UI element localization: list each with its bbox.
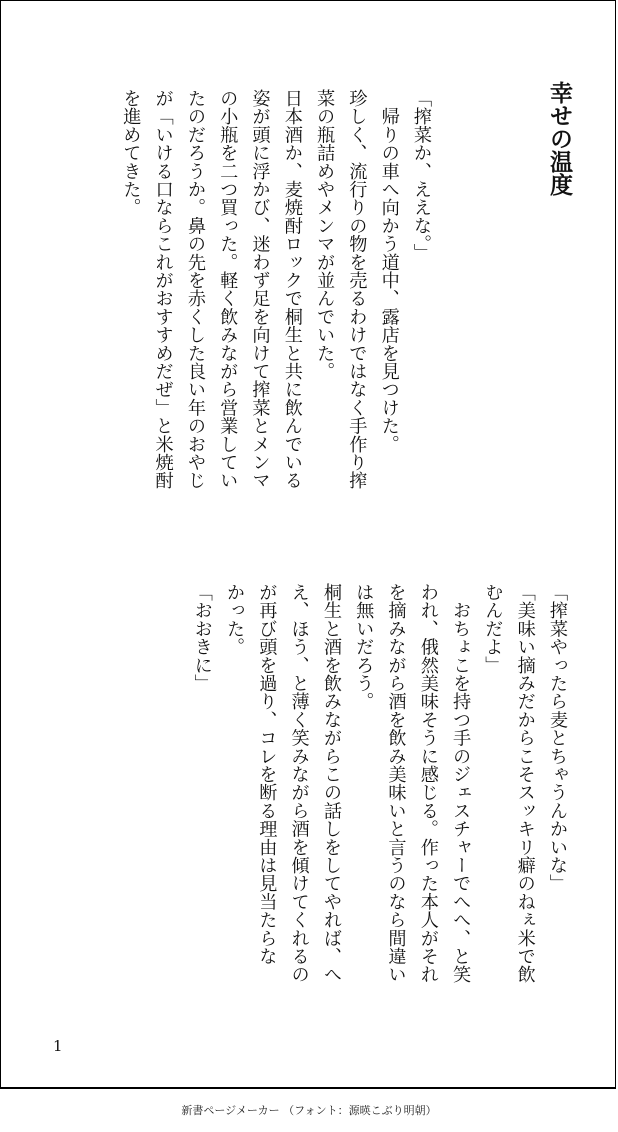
footer-credit: 新書ページメーカー （フォント：源暎こぶり明朝） (181, 1104, 437, 1117)
text-line: の小瓶を二つ買った。軽く飲みながら営業してい (217, 89, 239, 490)
text-line: おちょこを持つ手のジェスチャーでへへ、と笑 (450, 583, 472, 984)
text-line: を進めてきた。 (120, 89, 142, 217)
page-number: 1 (53, 1037, 63, 1055)
text-line: を摘みながら酒を飲み美味いと言うのなら間違い (385, 583, 407, 984)
text-line: たのだろうか。鼻の先を赤くした良い年のおやじ (184, 89, 206, 490)
text-line: かった。 (224, 583, 246, 656)
text-line: が「いける口ならこれがおすすめだぜ」と米焼酎 (152, 89, 174, 490)
text-line: 珍しく、流行りの物を売るわけではなく手作り搾 (346, 89, 368, 490)
text-line: え、ほう、と薄く笑みながら酒を傾けてくれるの (288, 583, 310, 984)
text-line: は無いだろう。 (353, 583, 375, 711)
lower-text-block (185, 583, 573, 1033)
text-line: 菜の瓶詰めやメンマが並んでいた。 (314, 89, 336, 381)
text-line: 「搾菜か、ええな。」 (411, 89, 432, 262)
text-line: が再び頭を過り、コレを断る理由は見当たらな (256, 583, 278, 966)
text-line: 「搾菜やったら麦とちゃうんかいな」 (547, 583, 568, 893)
text-line: 「おおきに」 (191, 583, 213, 693)
text-line: 「美味い摘みだからこそスッキリ癖のねぇ米で飲 (514, 583, 536, 984)
text-line: 日本酒か、麦焼酎ロックで桐生と共に飲んでいる (281, 89, 303, 490)
text-line: われ、俄然美味そうに感じる。作った本人がそれ (417, 583, 439, 984)
text-line: 姿が頭に浮かび、迷わず足を向けて搾菜とメンマ (249, 89, 271, 490)
text-line: 桐生と酒を飲みながらこの話しをしてやれば、へ (320, 583, 342, 984)
text-line: 帰りの車へ向かう道中、露店を見つけた。 (378, 89, 400, 453)
story-title: 幸せの温度 (546, 81, 573, 196)
text-line: むんだよ」 (482, 583, 504, 674)
upper-text-block (114, 89, 437, 539)
